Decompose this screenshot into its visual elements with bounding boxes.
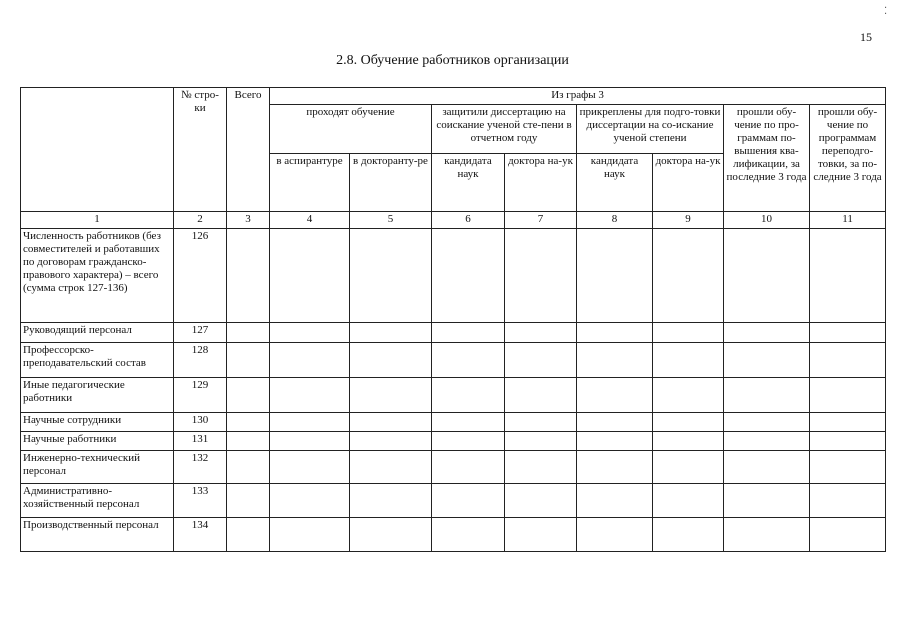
row-code: 128 (174, 343, 227, 378)
column-number: 2 (174, 212, 227, 229)
header-postgrad: в аспирантуре (270, 154, 350, 212)
row-code: 132 (174, 451, 227, 484)
row-code: 133 (174, 484, 227, 518)
row-code: 129 (174, 378, 227, 413)
table-row (21, 413, 886, 432)
header-doctoral: в докторанту-ре (350, 154, 432, 212)
row-code: 130 (174, 413, 227, 432)
corner-mark: ⁚ (884, 6, 888, 17)
row-label: Численность работников (без совместителей и работавших по договорам гражданско-правового характера) – всего (сумма строк 127-136) (21, 229, 174, 323)
row-label: Иные педагогические работники (21, 378, 174, 413)
row-code: 126 (174, 229, 227, 323)
row-code: 131 (174, 432, 227, 451)
column-number: 3 (227, 212, 270, 229)
row-label: Руководящий персонал (21, 323, 174, 343)
header-retraining: прошли обу-чение по программам переподго-товки, за по-следние 3 года (810, 105, 886, 212)
table-row (21, 229, 886, 323)
column-number: 1 (21, 212, 174, 229)
table-row (21, 378, 886, 413)
table-row (21, 484, 886, 518)
table-row (21, 323, 886, 343)
row-label: Научные сотрудники (21, 413, 174, 432)
row-code: 134 (174, 518, 227, 552)
training-table (20, 87, 886, 552)
column-number: 11 (810, 212, 886, 229)
header-row-no: № стро-ки (174, 88, 227, 212)
table-row (21, 343, 886, 378)
column-number: 7 (505, 212, 577, 229)
column-number: 6 (432, 212, 505, 229)
header-of-col3: Из графы 3 (270, 88, 886, 105)
table-row (21, 432, 886, 451)
column-number: 5 (350, 212, 432, 229)
row-code: 127 (174, 323, 227, 343)
column-number: 10 (724, 212, 810, 229)
column-number: 9 (653, 212, 724, 229)
header-indicator (21, 88, 174, 212)
header-doctor-attached: доктора на-ук (653, 154, 724, 212)
header-in-training: проходят обучение (270, 105, 432, 154)
row-label: Научные работники (21, 432, 174, 451)
row-label: Инженерно-технический персонал (21, 451, 174, 484)
table-row (21, 451, 886, 484)
header-doctor-defended: доктора на-ук (505, 154, 577, 212)
column-number: 4 (270, 212, 350, 229)
column-number: 8 (577, 212, 653, 229)
row-label: Производственный персонал (21, 518, 174, 552)
header-total: Всего (227, 88, 270, 212)
header-attached: прикреплены для подго-товки диссертации на со-искание ученой степени (577, 105, 724, 154)
page-number: 15 (860, 30, 872, 44)
header-defended: защитили диссертацию на соискание ученой сте-пени в отчетном году (432, 105, 577, 154)
header-candidate-defended: кандидата наук (432, 154, 505, 212)
header-candidate-attached: кандидата наук (577, 154, 653, 212)
section-title: 2.8. Обучение работников организации (336, 53, 569, 68)
header-qualification: прошли обу-чение по про-граммам по-вышения ква-лификации, за последние 3 года (724, 105, 810, 212)
row-label: Профессорско-преподавательский состав (21, 343, 174, 378)
column-number-row (21, 212, 886, 229)
row-label: Административно-хозяйственный персонал (21, 484, 174, 518)
table-row (21, 518, 886, 552)
